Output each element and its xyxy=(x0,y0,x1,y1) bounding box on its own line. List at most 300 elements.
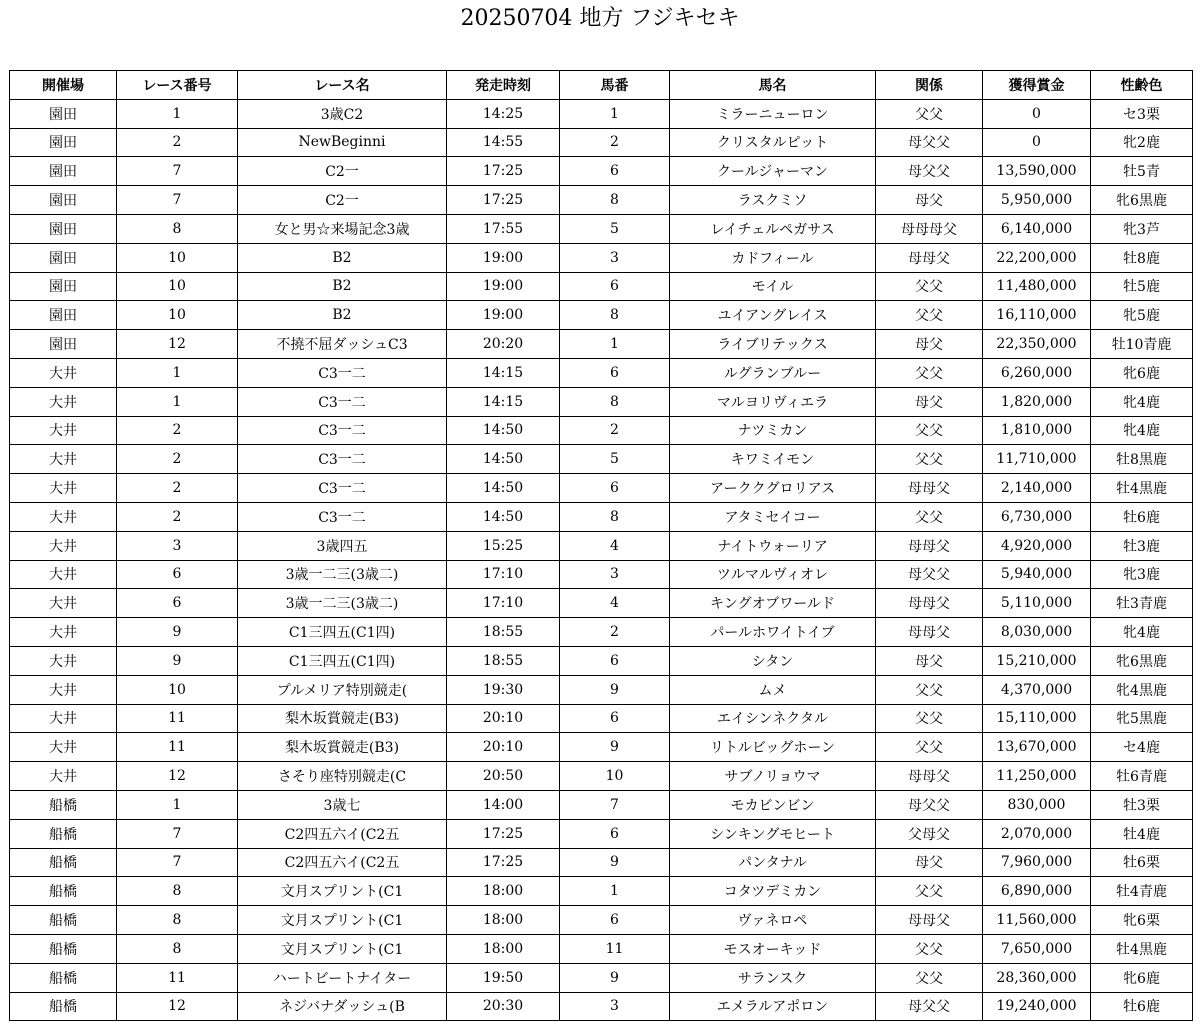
cell-sex-age-color: 牡3青鹿 xyxy=(1091,589,1193,618)
cell-race-name: C2一 xyxy=(238,186,447,215)
race-table xyxy=(9,70,1193,1021)
cell-race-name: ハートビートナイター xyxy=(238,963,447,992)
cell-relation: 母母父 xyxy=(876,474,983,503)
cell-earnings: 7,960,000 xyxy=(983,848,1091,877)
cell-race-number: 10 xyxy=(117,301,238,330)
cell-relation: 父父 xyxy=(876,301,983,330)
cell-horse-number: 6 xyxy=(560,157,670,186)
table-row xyxy=(10,157,1193,186)
column-header-earnings: 獲得賞金 xyxy=(983,71,1091,100)
cell-horse-name: リトルビッグホーン xyxy=(670,733,876,762)
cell-sex-age-color: 牝6黒鹿 xyxy=(1091,646,1193,675)
cell-horse-name: クリスタルピット xyxy=(670,128,876,157)
cell-venue: 大井 xyxy=(10,733,117,762)
cell-earnings: 7,650,000 xyxy=(983,934,1091,963)
cell-venue: 園田 xyxy=(10,272,117,301)
cell-horse-name: ミラーニューロン xyxy=(670,99,876,128)
cell-sex-age-color: 牝4鹿 xyxy=(1091,416,1193,445)
table-body xyxy=(10,99,1193,1021)
cell-post-time: 14:55 xyxy=(447,128,560,157)
table-row xyxy=(10,99,1193,128)
cell-earnings: 6,890,000 xyxy=(983,877,1091,906)
column-header-post-time: 発走時刻 xyxy=(447,71,560,100)
cell-post-time: 14:15 xyxy=(447,387,560,416)
cell-post-time: 18:55 xyxy=(447,618,560,647)
table-row xyxy=(10,589,1193,618)
cell-race-name: 文月スプリント(C1 xyxy=(238,934,447,963)
cell-race-name: さそり座特別競走(C xyxy=(238,762,447,791)
cell-post-time: 20:20 xyxy=(447,330,560,359)
table-row xyxy=(10,272,1193,301)
cell-horse-number: 9 xyxy=(560,848,670,877)
cell-relation: 母父父 xyxy=(876,560,983,589)
cell-post-time: 19:00 xyxy=(447,301,560,330)
cell-race-number: 2 xyxy=(117,445,238,474)
cell-horse-name: ツルマルヴィオレ xyxy=(670,560,876,589)
cell-race-name: 女と男☆来場記念3歳 xyxy=(238,214,447,243)
column-header-venue: 開催場 xyxy=(10,71,117,100)
cell-earnings: 0 xyxy=(983,128,1091,157)
cell-relation: 母母父 xyxy=(876,906,983,935)
cell-post-time: 17:25 xyxy=(447,848,560,877)
cell-earnings: 22,200,000 xyxy=(983,243,1091,272)
cell-horse-name: コタツデミカン xyxy=(670,877,876,906)
cell-relation: 母母父 xyxy=(876,531,983,560)
cell-post-time: 17:25 xyxy=(447,819,560,848)
cell-race-name: C3一二 xyxy=(238,445,447,474)
cell-earnings: 13,590,000 xyxy=(983,157,1091,186)
cell-post-time: 19:00 xyxy=(447,272,560,301)
cell-horse-number: 1 xyxy=(560,330,670,359)
cell-sex-age-color: 牡4鹿 xyxy=(1091,819,1193,848)
cell-sex-age-color: 牝6鹿 xyxy=(1091,358,1193,387)
cell-horse-number: 6 xyxy=(560,474,670,503)
cell-race-number: 2 xyxy=(117,128,238,157)
cell-race-number: 8 xyxy=(117,906,238,935)
cell-horse-name: レイチェルペガサス xyxy=(670,214,876,243)
cell-horse-name: エメラルアポロン xyxy=(670,992,876,1021)
cell-earnings: 1,820,000 xyxy=(983,387,1091,416)
cell-earnings: 22,350,000 xyxy=(983,330,1091,359)
table-row xyxy=(10,675,1193,704)
cell-race-name: C3一二 xyxy=(238,474,447,503)
cell-venue: 大井 xyxy=(10,387,117,416)
table-row xyxy=(10,733,1193,762)
cell-horse-name: シタン xyxy=(670,646,876,675)
cell-sex-age-color: 牝3芦 xyxy=(1091,214,1193,243)
table-row xyxy=(10,848,1193,877)
cell-post-time: 17:10 xyxy=(447,560,560,589)
cell-horse-number: 2 xyxy=(560,416,670,445)
cell-race-name: C1三四五(C1四) xyxy=(238,646,447,675)
cell-earnings: 4,370,000 xyxy=(983,675,1091,704)
cell-horse-number: 2 xyxy=(560,618,670,647)
cell-race-name: B2 xyxy=(238,272,447,301)
cell-race-name: 文月スプリント(C1 xyxy=(238,906,447,935)
cell-earnings: 6,730,000 xyxy=(983,502,1091,531)
cell-horse-name: シンキングモヒート xyxy=(670,819,876,848)
cell-horse-number: 4 xyxy=(560,531,670,560)
cell-venue: 船橋 xyxy=(10,790,117,819)
cell-race-name: 3歳C2 xyxy=(238,99,447,128)
cell-earnings: 8,030,000 xyxy=(983,618,1091,647)
cell-venue: 大井 xyxy=(10,416,117,445)
cell-race-number: 8 xyxy=(117,877,238,906)
cell-race-number: 1 xyxy=(117,358,238,387)
cell-earnings: 11,560,000 xyxy=(983,906,1091,935)
table-row xyxy=(10,474,1193,503)
cell-horse-number: 3 xyxy=(560,560,670,589)
cell-horse-number: 2 xyxy=(560,128,670,157)
cell-sex-age-color: 牝5黒鹿 xyxy=(1091,704,1193,733)
table-row xyxy=(10,330,1193,359)
cell-race-number: 9 xyxy=(117,646,238,675)
cell-sex-age-color: 牝4鹿 xyxy=(1091,387,1193,416)
cell-horse-name: キワミイモン xyxy=(670,445,876,474)
cell-post-time: 20:30 xyxy=(447,992,560,1021)
cell-horse-number: 5 xyxy=(560,214,670,243)
cell-sex-age-color: セ4鹿 xyxy=(1091,733,1193,762)
cell-relation: 母父 xyxy=(876,186,983,215)
cell-post-time: 20:10 xyxy=(447,704,560,733)
table-row xyxy=(10,301,1193,330)
cell-horse-number: 1 xyxy=(560,99,670,128)
table-row xyxy=(10,358,1193,387)
cell-venue: 大井 xyxy=(10,675,117,704)
cell-venue: 大井 xyxy=(10,502,117,531)
cell-horse-name: ラスクミソ xyxy=(670,186,876,215)
cell-race-name: C2四五六イ(C2五 xyxy=(238,819,447,848)
cell-post-time: 17:55 xyxy=(447,214,560,243)
cell-horse-number: 8 xyxy=(560,502,670,531)
cell-race-name: C2一 xyxy=(238,157,447,186)
cell-venue: 船橋 xyxy=(10,992,117,1021)
cell-horse-name: ナイトウォーリア xyxy=(670,531,876,560)
table-row xyxy=(10,416,1193,445)
cell-race-number: 7 xyxy=(117,186,238,215)
cell-race-number: 2 xyxy=(117,502,238,531)
column-header-horse-number: 馬番 xyxy=(560,71,670,100)
cell-earnings: 830,000 xyxy=(983,790,1091,819)
cell-venue: 園田 xyxy=(10,301,117,330)
cell-race-name: C1三四五(C1四) xyxy=(238,618,447,647)
cell-venue: 園田 xyxy=(10,214,117,243)
cell-venue: 園田 xyxy=(10,157,117,186)
cell-horse-name: サランスク xyxy=(670,963,876,992)
cell-horse-name: ルグランブルー xyxy=(670,358,876,387)
cell-earnings: 6,140,000 xyxy=(983,214,1091,243)
cell-earnings: 5,110,000 xyxy=(983,589,1091,618)
cell-horse-name: モイル xyxy=(670,272,876,301)
cell-horse-number: 11 xyxy=(560,934,670,963)
cell-post-time: 19:30 xyxy=(447,675,560,704)
cell-race-number: 1 xyxy=(117,790,238,819)
cell-venue: 大井 xyxy=(10,474,117,503)
cell-sex-age-color: 牡8鹿 xyxy=(1091,243,1193,272)
cell-race-name: 文月スプリント(C1 xyxy=(238,877,447,906)
cell-horse-name: キングオブワールド xyxy=(670,589,876,618)
cell-sex-age-color: 牡6鹿 xyxy=(1091,502,1193,531)
cell-relation: 母父 xyxy=(876,646,983,675)
cell-sex-age-color: 牝4黒鹿 xyxy=(1091,675,1193,704)
cell-race-name: ネジバナダッシュ(B xyxy=(238,992,447,1021)
cell-post-time: 18:00 xyxy=(447,934,560,963)
cell-race-name: 不撓不屈ダッシュC3 xyxy=(238,330,447,359)
cell-post-time: 14:00 xyxy=(447,790,560,819)
cell-race-number: 11 xyxy=(117,963,238,992)
cell-venue: 園田 xyxy=(10,128,117,157)
cell-venue: 大井 xyxy=(10,358,117,387)
cell-sex-age-color: 牝4鹿 xyxy=(1091,618,1193,647)
cell-race-name: B2 xyxy=(238,243,447,272)
cell-relation: 母母父 xyxy=(876,589,983,618)
cell-horse-number: 5 xyxy=(560,445,670,474)
cell-race-name: 梨木坂賞競走(B3) xyxy=(238,733,447,762)
cell-venue: 大井 xyxy=(10,560,117,589)
cell-post-time: 20:10 xyxy=(447,733,560,762)
cell-race-number: 10 xyxy=(117,243,238,272)
cell-sex-age-color: 牡6鹿 xyxy=(1091,992,1193,1021)
cell-venue: 大井 xyxy=(10,704,117,733)
cell-horse-name: アーククグロリアス xyxy=(670,474,876,503)
cell-horse-number: 1 xyxy=(560,877,670,906)
cell-post-time: 17:25 xyxy=(447,157,560,186)
cell-sex-age-color: 牡5鹿 xyxy=(1091,272,1193,301)
cell-relation: 母父父 xyxy=(876,157,983,186)
cell-horse-name: ヴァネロペ xyxy=(670,906,876,935)
table-row xyxy=(10,704,1193,733)
cell-venue: 大井 xyxy=(10,445,117,474)
cell-relation: 母父父 xyxy=(876,128,983,157)
cell-horse-number: 9 xyxy=(560,733,670,762)
cell-race-number: 11 xyxy=(117,704,238,733)
table-row xyxy=(10,214,1193,243)
cell-earnings: 5,940,000 xyxy=(983,560,1091,589)
table-row xyxy=(10,560,1193,589)
cell-earnings: 2,070,000 xyxy=(983,819,1091,848)
cell-post-time: 14:25 xyxy=(447,99,560,128)
cell-race-name: C2四五六イ(C2五 xyxy=(238,848,447,877)
table-row xyxy=(10,387,1193,416)
cell-horse-name: アタミセイコー xyxy=(670,502,876,531)
cell-horse-number: 10 xyxy=(560,762,670,791)
cell-horse-number: 4 xyxy=(560,589,670,618)
cell-relation: 父父 xyxy=(876,502,983,531)
cell-relation: 父父 xyxy=(876,675,983,704)
cell-sex-age-color: 牝5鹿 xyxy=(1091,301,1193,330)
cell-sex-age-color: 牝3鹿 xyxy=(1091,560,1193,589)
table-row xyxy=(10,618,1193,647)
table-row xyxy=(10,502,1193,531)
cell-race-number: 10 xyxy=(117,272,238,301)
table-row xyxy=(10,934,1193,963)
cell-sex-age-color: 牡4黒鹿 xyxy=(1091,474,1193,503)
cell-venue: 園田 xyxy=(10,243,117,272)
cell-race-number: 3 xyxy=(117,531,238,560)
cell-race-name: 3歳一二三(3歳二) xyxy=(238,589,447,618)
header-row xyxy=(10,71,1193,100)
cell-horse-number: 3 xyxy=(560,992,670,1021)
cell-relation: 母父 xyxy=(876,387,983,416)
cell-horse-number: 6 xyxy=(560,704,670,733)
cell-sex-age-color: 牡10青鹿 xyxy=(1091,330,1193,359)
table-row xyxy=(10,128,1193,157)
cell-race-number: 12 xyxy=(117,992,238,1021)
cell-horse-number: 3 xyxy=(560,243,670,272)
cell-relation: 母母母父 xyxy=(876,214,983,243)
cell-horse-name: パールホワイトイブ xyxy=(670,618,876,647)
cell-race-name: 3歳一二三(3歳二) xyxy=(238,560,447,589)
column-header-sex-age-color: 性齢色 xyxy=(1091,71,1193,100)
cell-venue: 船橋 xyxy=(10,906,117,935)
cell-post-time: 18:55 xyxy=(447,646,560,675)
cell-horse-name: カドフィール xyxy=(670,243,876,272)
cell-race-number: 12 xyxy=(117,330,238,359)
column-header-race-number: レース番号 xyxy=(117,71,238,100)
cell-venue: 園田 xyxy=(10,186,117,215)
column-header-race-name: レース名 xyxy=(238,71,447,100)
cell-post-time: 20:50 xyxy=(447,762,560,791)
cell-venue: 大井 xyxy=(10,646,117,675)
cell-race-number: 10 xyxy=(117,675,238,704)
cell-relation: 父父 xyxy=(876,99,983,128)
cell-post-time: 14:50 xyxy=(447,474,560,503)
cell-earnings: 15,210,000 xyxy=(983,646,1091,675)
cell-race-name: 3歳七 xyxy=(238,790,447,819)
cell-horse-name: ムメ xyxy=(670,675,876,704)
cell-race-name: B2 xyxy=(238,301,447,330)
cell-race-name: C3一二 xyxy=(238,502,447,531)
cell-horse-number: 6 xyxy=(560,906,670,935)
cell-relation: 父父 xyxy=(876,272,983,301)
table-row xyxy=(10,762,1193,791)
cell-relation: 父父 xyxy=(876,704,983,733)
cell-horse-number: 8 xyxy=(560,186,670,215)
cell-race-number: 1 xyxy=(117,387,238,416)
cell-relation: 母父父 xyxy=(876,992,983,1021)
cell-race-number: 7 xyxy=(117,848,238,877)
cell-race-number: 6 xyxy=(117,589,238,618)
cell-earnings: 11,250,000 xyxy=(983,762,1091,791)
cell-horse-name: エイシンネクタル xyxy=(670,704,876,733)
column-header-relation: 関係 xyxy=(876,71,983,100)
table-row xyxy=(10,963,1193,992)
cell-earnings: 15,110,000 xyxy=(983,704,1091,733)
cell-horse-number: 8 xyxy=(560,301,670,330)
cell-relation: 母父父 xyxy=(876,790,983,819)
cell-race-number: 7 xyxy=(117,157,238,186)
cell-race-number: 2 xyxy=(117,474,238,503)
cell-race-number: 7 xyxy=(117,819,238,848)
cell-earnings: 0 xyxy=(983,99,1091,128)
cell-post-time: 18:00 xyxy=(447,877,560,906)
cell-venue: 大井 xyxy=(10,589,117,618)
cell-relation: 父父 xyxy=(876,963,983,992)
cell-post-time: 17:25 xyxy=(447,186,560,215)
table-row xyxy=(10,531,1193,560)
cell-relation: 母父 xyxy=(876,330,983,359)
cell-horse-number: 9 xyxy=(560,675,670,704)
cell-horse-number: 6 xyxy=(560,272,670,301)
cell-race-number: 2 xyxy=(117,416,238,445)
cell-horse-number: 9 xyxy=(560,963,670,992)
cell-race-name: C3一二 xyxy=(238,387,447,416)
cell-earnings: 2,140,000 xyxy=(983,474,1091,503)
cell-post-time: 19:50 xyxy=(447,963,560,992)
cell-horse-number: 6 xyxy=(560,646,670,675)
cell-horse-name: ナツミカン xyxy=(670,416,876,445)
cell-sex-age-color: 牡3鹿 xyxy=(1091,531,1193,560)
cell-relation: 父父 xyxy=(876,934,983,963)
cell-venue: 園田 xyxy=(10,330,117,359)
cell-horse-name: パンタナル xyxy=(670,848,876,877)
cell-relation: 父父 xyxy=(876,358,983,387)
cell-race-name: 梨木坂賞競走(B3) xyxy=(238,704,447,733)
cell-post-time: 17:10 xyxy=(447,589,560,618)
cell-earnings: 6,260,000 xyxy=(983,358,1091,387)
cell-post-time: 19:00 xyxy=(447,243,560,272)
cell-venue: 船橋 xyxy=(10,934,117,963)
cell-horse-name: モスオーキッド xyxy=(670,934,876,963)
cell-horse-number: 6 xyxy=(560,819,670,848)
cell-sex-age-color: 牝6鹿 xyxy=(1091,963,1193,992)
cell-sex-age-color: 牝6黒鹿 xyxy=(1091,186,1193,215)
cell-race-number: 8 xyxy=(117,214,238,243)
cell-horse-name: マルヨリヴィエラ xyxy=(670,387,876,416)
cell-horse-number: 6 xyxy=(560,358,670,387)
table-row xyxy=(10,445,1193,474)
cell-venue: 船橋 xyxy=(10,819,117,848)
cell-sex-age-color: 牡6栗 xyxy=(1091,848,1193,877)
cell-race-number: 8 xyxy=(117,934,238,963)
cell-race-number: 6 xyxy=(117,560,238,589)
cell-venue: 船橋 xyxy=(10,963,117,992)
cell-relation: 母母父 xyxy=(876,243,983,272)
cell-sex-age-color: 牡6青鹿 xyxy=(1091,762,1193,791)
cell-venue: 船橋 xyxy=(10,877,117,906)
cell-venue: 大井 xyxy=(10,531,117,560)
cell-race-name: C3一二 xyxy=(238,358,447,387)
cell-race-name: NewBeginni xyxy=(238,128,447,157)
cell-earnings: 28,360,000 xyxy=(983,963,1091,992)
cell-sex-age-color: 牡4黒鹿 xyxy=(1091,934,1193,963)
cell-earnings: 11,710,000 xyxy=(983,445,1091,474)
cell-earnings: 4,920,000 xyxy=(983,531,1091,560)
cell-sex-age-color: 牡4青鹿 xyxy=(1091,877,1193,906)
cell-venue: 船橋 xyxy=(10,848,117,877)
cell-relation: 父父 xyxy=(876,733,983,762)
cell-post-time: 14:50 xyxy=(447,502,560,531)
cell-venue: 園田 xyxy=(10,99,117,128)
cell-sex-age-color: 牡3栗 xyxy=(1091,790,1193,819)
cell-race-name: プルメリア特別競走( xyxy=(238,675,447,704)
cell-relation: 父父 xyxy=(876,877,983,906)
cell-post-time: 14:50 xyxy=(447,445,560,474)
cell-relation: 母父 xyxy=(876,848,983,877)
cell-horse-name: ライブリテックス xyxy=(670,330,876,359)
cell-sex-age-color: 牡8黒鹿 xyxy=(1091,445,1193,474)
cell-relation: 父母父 xyxy=(876,819,983,848)
cell-sex-age-color: 牝2鹿 xyxy=(1091,128,1193,157)
table-row xyxy=(10,819,1193,848)
page-title: 20250704 地方 フジキセキ xyxy=(460,6,740,31)
cell-earnings: 11,480,000 xyxy=(983,272,1091,301)
cell-earnings: 13,670,000 xyxy=(983,733,1091,762)
table-row xyxy=(10,877,1193,906)
table-row xyxy=(10,186,1193,215)
cell-sex-age-color: 牡5青 xyxy=(1091,157,1193,186)
cell-race-number: 12 xyxy=(117,762,238,791)
